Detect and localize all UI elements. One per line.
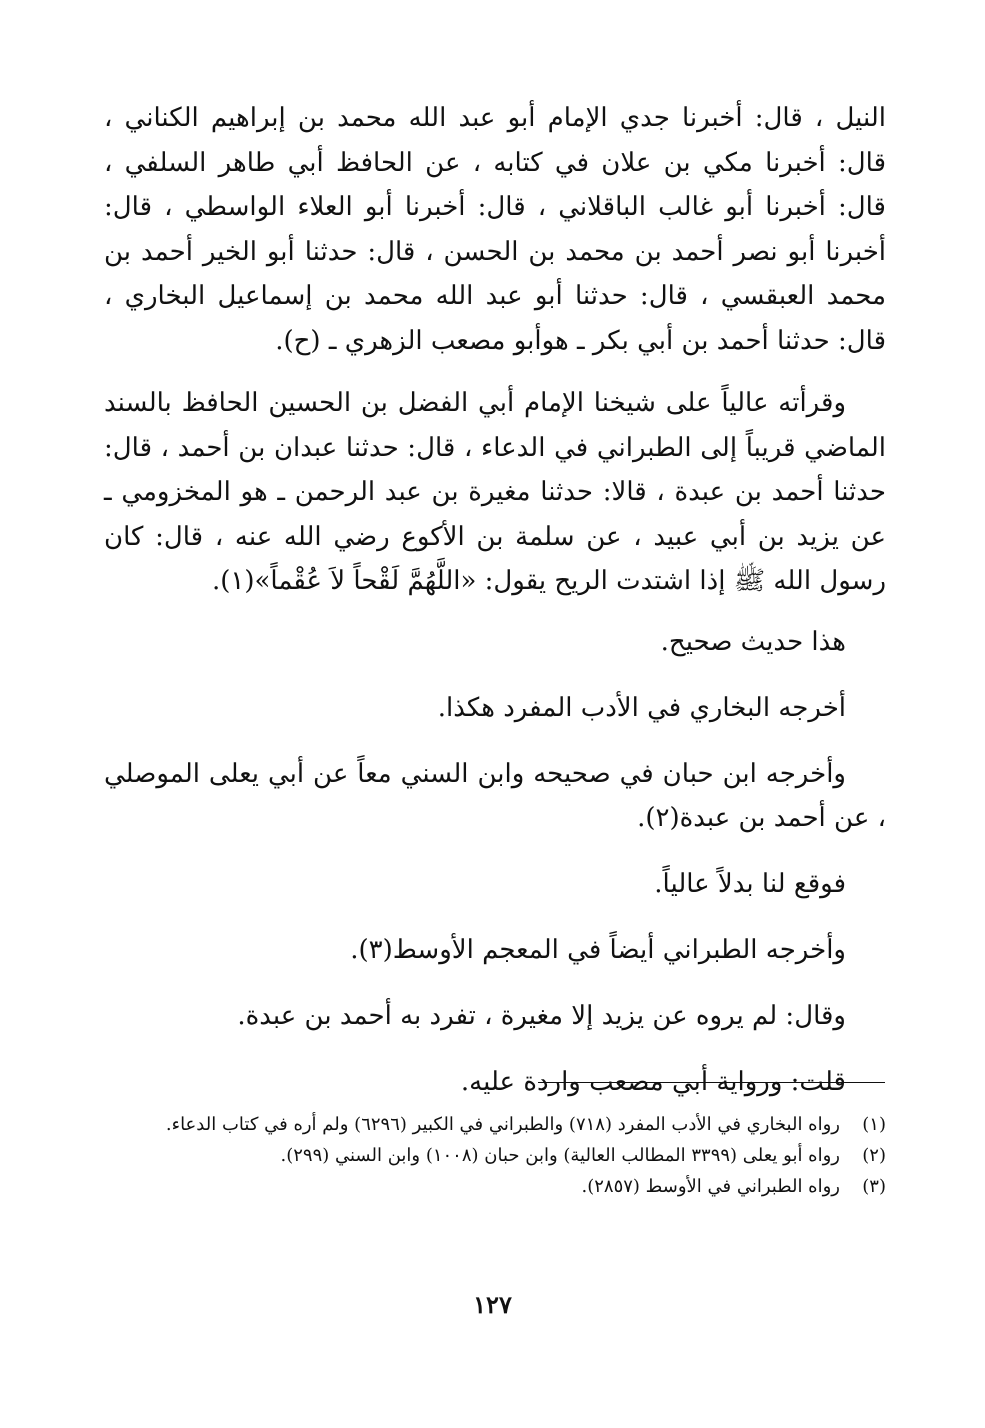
footnotes	[104, 1110, 886, 1203]
paragraph-bukhari-source: أخرجه البخاري في الأدب المفرد هكذا.	[437, 692, 846, 723]
footnote-item	[104, 1141, 886, 1170]
footnote-text: رواه البخاري في الأدب المفرد (٧١٨) والطبراني في الكبير (٦٢٩٦) ولم أره في كتاب الدعاء.	[165, 1114, 840, 1135]
main-text	[104, 96, 886, 1104]
footnote-item	[104, 1172, 886, 1201]
footnote-text: رواه أبو يعلى (٣٣٩٩ المطالب العالية) وابن حبان (١٠٠٨) وابن السني (٢٩٩).	[280, 1145, 840, 1166]
footnote-text: رواه الطبراني في الأوسط (٢٨٥٧).	[581, 1176, 840, 1197]
paragraph-hadith-text: وقرأته عالياً على شيخنا الإمام أبي الفضل بن الحسين الحافظ بالسند الماضي قريباً إلى الطبراني في الدعاء ، قال: حدثنا عبدان بن أحمد ، قال: حدثنا أحمد بن عبدة ، قالا: حدثنا مغيرة بن عبد الرحمن ـ هو المخزومي ـ عن يزيد بن أبي عبيد ، عن سلمة بن الأكوع رضي الله عنه ، قال: كان رسول الله ﷺ إذا اشتدت الريح يقول: «اللَّهُمَّ لَقْحاً لاَ عُقْماً»(١).	[104, 388, 886, 596]
paragraph-author-comment: قلت: ورواية أبي مصعب واردة عليه.	[460, 1066, 846, 1097]
footnote-separator	[538, 1082, 885, 1083]
paragraph-grading: هذا حديث صحيح.	[660, 626, 846, 657]
paragraph-isnad-chain: النيل ، قال: أخبرنا جدي الإمام أبو عبد الله محمد بن إبراهيم الكناني ، قال: أخبرنا مكي بن علان في كتابه ، عن الحافظ أبي طاهر السلفي ، قال: أخبرنا أبو غالب الباقلاني ، قال: أخبرنا أبو العلاء الواسطي ، قال: أخبرنا أبو نصر أحمد بن محمد بن الحسن ، قال: حدثنا أبو الخير أحمد بن محمد العبقسي ، قال: حدثنا أبو عبد الله محمد بن إسماعيل البخاري ، قال: حدثنا أحمد بن أبي بكر ـ هوأبو مصعب الزهري ـ (ح).	[104, 103, 886, 356]
footnote-item	[104, 1110, 886, 1139]
footnote-number: (٢)	[862, 1145, 886, 1166]
paragraph-badal-note: فوقع لنا بدلاً عالياً.	[654, 868, 846, 899]
page-number: ١٢٧	[473, 1290, 512, 1319]
paragraph-tabarani-comment: وقال: لم يروه عن يزيد إلا مغيرة ، تفرد به أحمد بن عبدة.	[237, 1000, 846, 1031]
footnote-number: (١)	[862, 1114, 886, 1135]
paragraph-tabarani-source: وأخرجه الطبراني أيضاً في المعجم الأوسط(٣).	[350, 934, 846, 965]
footnote-number: (٣)	[862, 1176, 886, 1197]
paragraph-ibn-hibban-source: وأخرجه ابن حبان في صحيحه وابن السني معاً عن أبي يعلى الموصلي ، عن أحمد بن عبدة(٢).	[104, 758, 886, 833]
